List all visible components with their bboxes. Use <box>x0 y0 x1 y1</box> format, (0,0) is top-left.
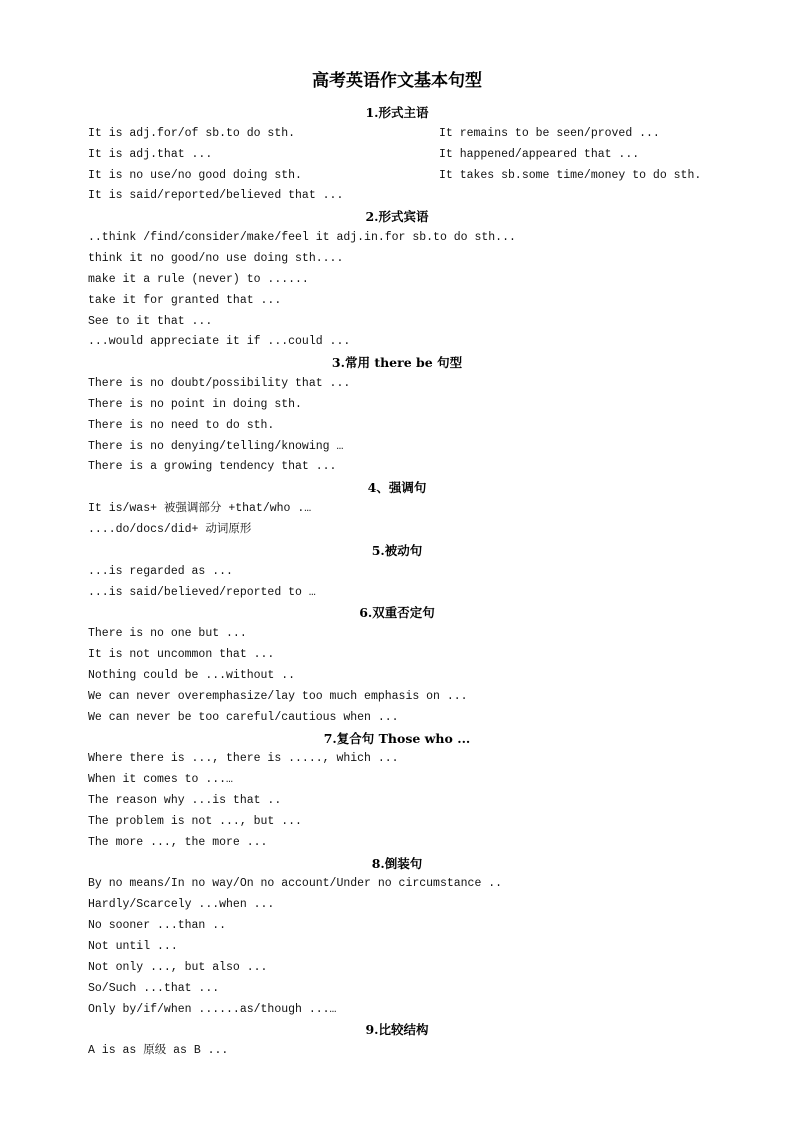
sentence-pattern: think it no good/no use doing sth.... <box>88 251 344 265</box>
section-heading: 9.比较结构 <box>365 1022 429 1038</box>
sentence-pattern: ...is said/believed/reported to … <box>88 585 316 599</box>
sentence-pattern: Not only ..., but also ... <box>88 960 268 974</box>
sentence-pattern: ...is regarded as ... <box>88 564 233 578</box>
sentence-pattern: It is adj.that ... <box>88 147 213 161</box>
sentence-pattern: There is no need to do sth. <box>88 418 275 432</box>
page-title: 高考英语作文基本句型 <box>312 71 482 91</box>
sentence-pattern: A is as 原级 as B ... <box>88 1044 229 1058</box>
sentence-pattern: take it for granted that ... <box>88 293 282 307</box>
sentence-pattern: It takes sb.some time/money to do sth. <box>439 168 702 182</box>
sentence-pattern: There is no doubt/possibility that ... <box>88 377 351 391</box>
sentence-pattern: It is adj.for/of sb.to do sth. <box>88 126 296 140</box>
sentence-pattern: It is said/reported/believed that ... <box>88 189 344 203</box>
sentence-pattern: It remains to be seen/proved ... <box>439 126 660 140</box>
section-heading: 6.双重否定句 <box>359 605 435 621</box>
section-heading: 3.常用 there be 句型 <box>331 355 463 371</box>
sentence-pattern: It is no use/no good doing sth. <box>88 168 302 182</box>
sentence-pattern: There is a growing tendency that ... <box>88 460 337 474</box>
sentence-pattern: There is no point in doing sth. <box>88 397 302 411</box>
sentence-pattern: There is no one but ... <box>88 627 247 641</box>
sentence-pattern: By no means/In no way/On no account/Under no circumstance .. <box>88 877 503 891</box>
sentence-pattern: Not until ... <box>88 940 178 953</box>
sentence-pattern: Nothing could be ...without .. <box>88 668 296 682</box>
sentence-pattern: There is no denying/telling/knowing … <box>88 439 344 453</box>
sentence-pattern: Where there is ..., there is ....., which ... <box>88 752 399 766</box>
sentence-pattern: No sooner ...than .. <box>88 919 227 933</box>
sentence-pattern: We can never be too careful/cautious when ... <box>88 710 399 724</box>
sentence-pattern: See to it that ... <box>88 314 213 328</box>
sentence-pattern: When it comes to ...… <box>88 773 233 787</box>
sentence-pattern: It is not uncommon that ... <box>88 648 275 662</box>
section-heading: 4、强调句 <box>367 480 427 496</box>
sentence-pattern: The more ..., the more ... <box>88 835 268 849</box>
sentence-pattern: make it a rule (never) to ...... <box>88 272 309 286</box>
section-heading: 7.复合句 Those who ... <box>323 730 471 746</box>
sentence-pattern: Hardly/Scarcely ...when ... <box>88 898 275 912</box>
section-heading: 5.被动句 <box>371 542 423 558</box>
sentence-pattern: The reason why ...is that .. <box>88 794 282 808</box>
sentence-pattern: The problem is not ..., but ... <box>88 814 302 828</box>
sentence-pattern: It is/was+ 被强调部分 +that/who .… <box>88 502 312 516</box>
sentence-pattern: We can never overemphasize/lay too much emphasis on ... <box>88 689 468 703</box>
sentence-pattern: ..think /find/consider/make/feel it adj.in.for sb.to do sth... <box>88 231 516 245</box>
sentence-pattern: ...would appreciate it if ...could ... <box>88 335 351 349</box>
sentence-pattern: Only by/if/when ......as/though ...… <box>88 1002 337 1016</box>
sentence-pattern: ....do/docs/did+ 动词原形 <box>88 523 252 536</box>
section-heading: 8.倒装句 <box>371 855 423 871</box>
section-heading: 1.形式主语 <box>365 105 429 120</box>
section-heading: 2.形式宾语 <box>365 209 429 225</box>
sentence-pattern: It happened/appeared that ... <box>439 147 640 161</box>
sentence-pattern: So/Such ...that ... <box>88 981 220 995</box>
